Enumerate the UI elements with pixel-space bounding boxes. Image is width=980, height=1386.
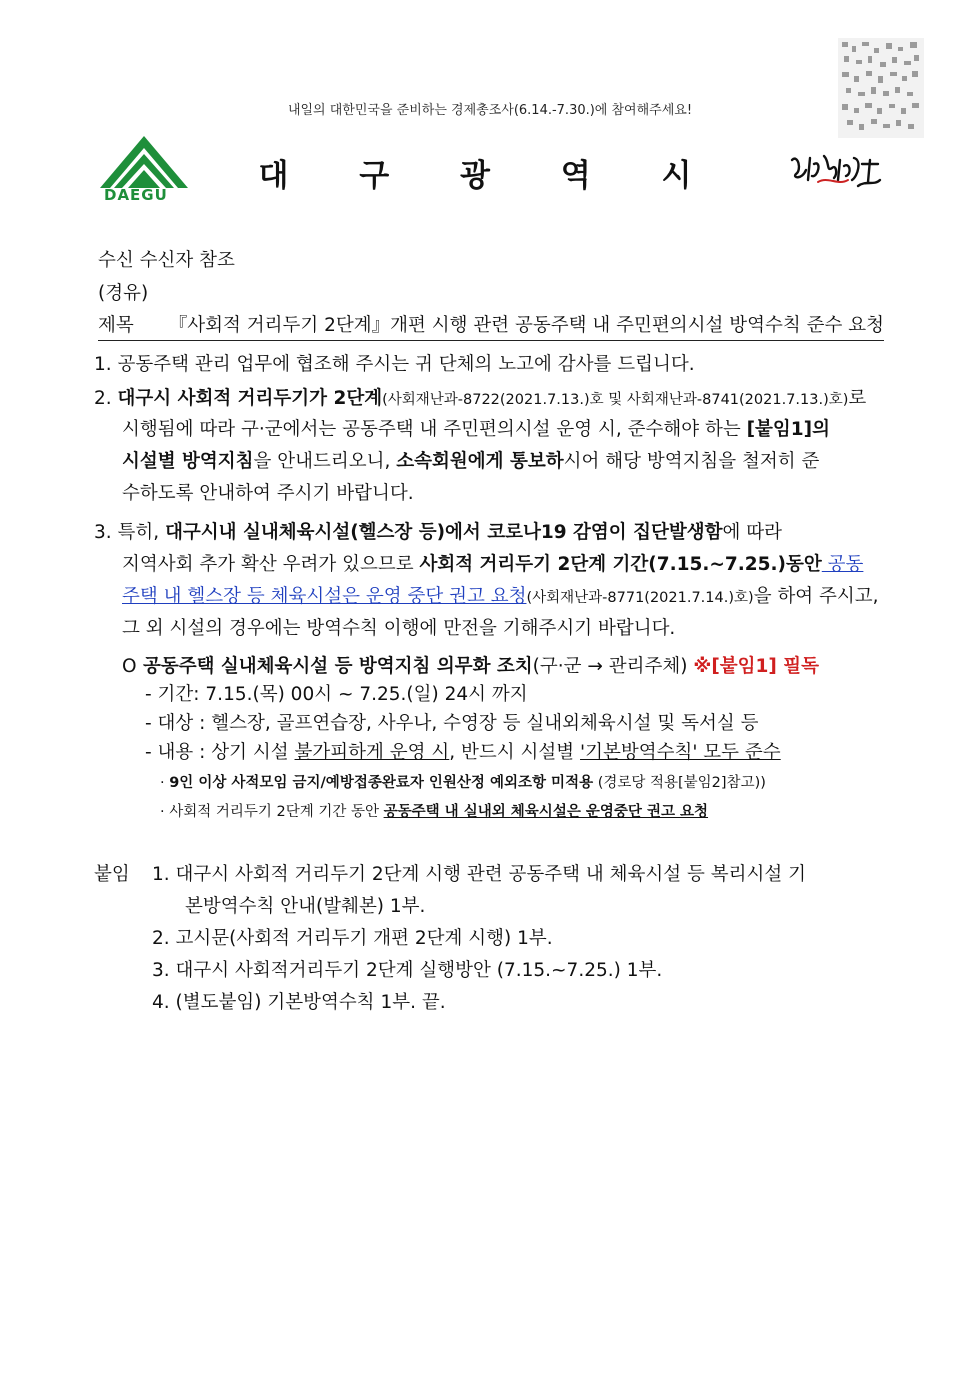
subject-text: 『사회적 거리두기 2단계』개편 시행 관련 공동주택 내 주민편의시설 방역수칙 준수 요청	[168, 315, 884, 336]
paragraph-2-line-4: 수하도록 안내하여 주시기 바랍니다.	[122, 483, 414, 504]
measure-period: - 기간: 7.15.(목) 00시 ~ 7.25.(일) 24시 까지	[145, 684, 528, 705]
attachment-3: 3. 대구시 사회적거리두기 2단계 실행방안 (7.15.~7.25.) 1부.	[152, 960, 663, 981]
recipient-line: 수신 수신자 참조	[98, 250, 235, 271]
attachment-1: 1. 대구시 사회적 거리두기 2단계 시행 관련 공동주택 내 체육시설 등 복리시설 기	[152, 864, 806, 885]
paragraph-2-line-2: 시행됨에 따라 구·군에서는 공동주택 내 주민편의시설 운영 시, 준수해야 하는 [붙임1]의	[122, 419, 830, 440]
measure-content: - 내용 : 상기 시설 불가피하게 운영 시, 반드시 시설별 '기본방역수칙' 모두 준수	[145, 742, 781, 763]
slogan-signature-image	[788, 150, 884, 194]
paragraph-2-line-3: 시설별 방역지침을 안내드리오니, 소속회원에게 통보하시어 해당 방역지침을 철저히 준	[122, 451, 820, 472]
paragraph-3-line-1: 3. 특히, 대구시내 실내체육시설(헬스장 등)에서 코로나19 감염이 집단발생함에 따라	[94, 522, 782, 543]
subject-line	[98, 311, 884, 337]
measure-note-1: · 9인 이상 사적모임 금지/예방접종완료자 인원산정 예외조항 미적용 (경로당 적용[붙임2]참고))	[160, 775, 766, 791]
paragraph-1: 1. 공동주택 관리 업무에 협조해 주시는 귀 단체의 노고에 감사를 드립니다.	[94, 354, 695, 375]
bullet-circle: O	[122, 656, 137, 677]
measure-title: O 공동주택 실내체육시설 등 방역지침 의무화 조치(구·군 → 관리주체) ※[붙임1] 필독	[122, 656, 820, 677]
attachment-1-cont: 본방역수칙 안내(발췌본) 1부.	[185, 896, 426, 917]
paragraph-3-line-3: 주택 내 헬스장 등 체육시설은 운영 중단 권고 요청(사회재난과-8771(2021.7.14.)호)을 하여 주시고,	[122, 586, 879, 607]
attachments-label: 붙임	[94, 864, 130, 885]
organization-name: 대 구 광 역 시	[258, 158, 722, 194]
attachment-4: 4. (별도붙임) 기본방역수칙 1부. 끝.	[152, 992, 446, 1013]
measure-target: - 대상 : 헬스장, 골프연습장, 사우나, 수영장 등 실내외체육시설 및 독서실 등	[145, 713, 759, 734]
logo-text: DAEGU	[104, 186, 168, 204]
subject-underline	[98, 340, 884, 341]
measure-note-2: · 사회적 거리두기 2단계 기간 동안 공동주택 내 실내외 체육시설은 운영중단 권고 요청	[160, 804, 709, 820]
qr-code-image	[838, 38, 924, 138]
subject-label: 제목	[98, 315, 134, 336]
paragraph-2-line-1: 2. 대구시 사회적 거리두기가 2단계(사회재난과-8722(2021.7.13.)호 및 사회재난과-8741(2021.7.13.)호)로	[94, 388, 867, 409]
via-line: (경유)	[98, 283, 149, 304]
campaign-slogan: 내일의 대한민국을 준비하는 경제총조사(6.14.-7.30.)에 참여해주세요!	[287, 103, 693, 118]
attachment-2: 2. 고시문(사회적 거리두기 개편 2단계 시행) 1부.	[152, 928, 553, 949]
paragraph-3-line-4: 그 외 시설의 경우에는 방역수칙 이행에 만전을 기해주시기 바랍니다.	[122, 618, 676, 639]
paragraph-3-line-2: 지역사회 추가 확산 우려가 있으므로 사회적 거리두기 2단계 기간(7.15.~7.25.)동안 공동	[122, 554, 864, 575]
